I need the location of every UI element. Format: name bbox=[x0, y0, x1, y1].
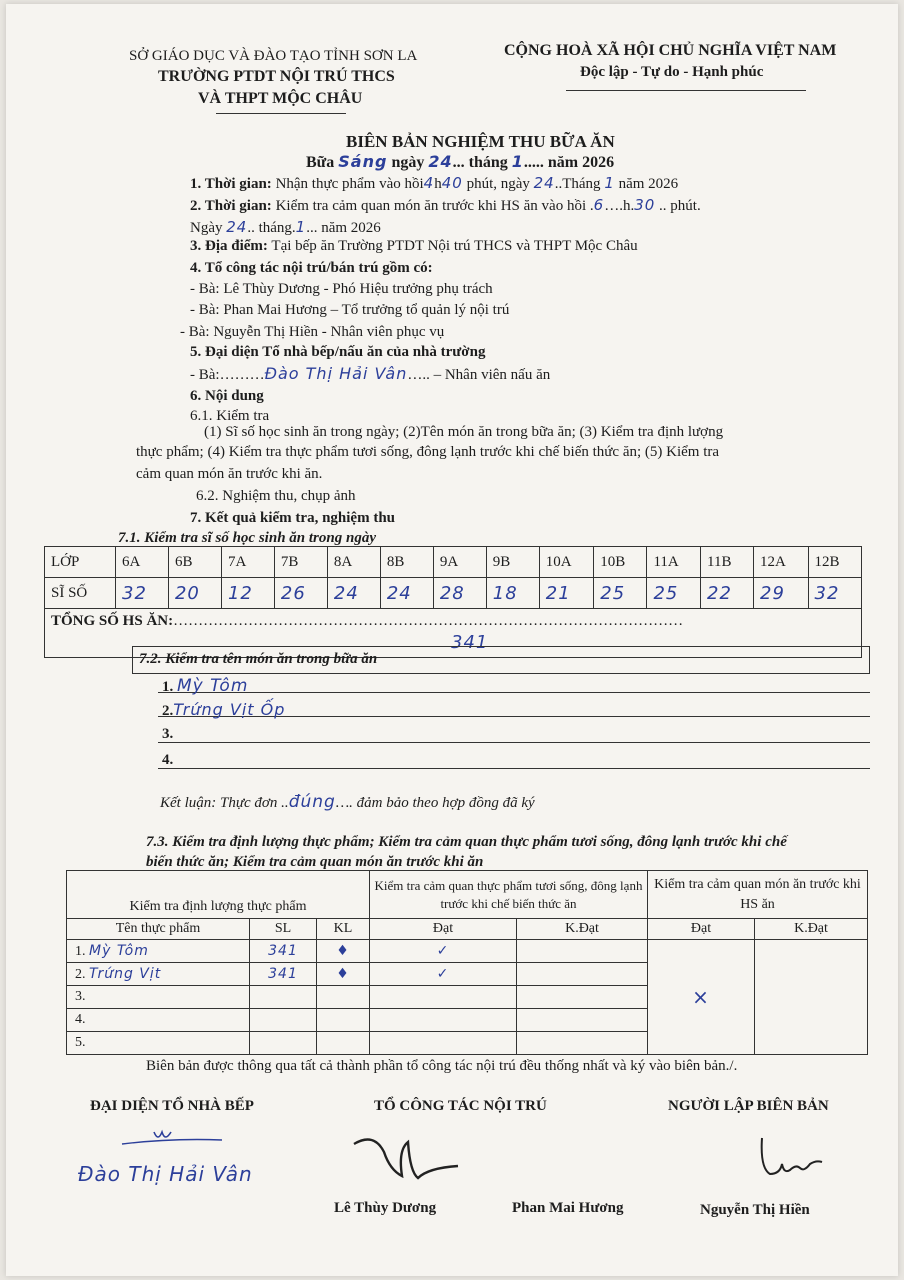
meal-check-mark: × bbox=[648, 940, 755, 1055]
section-6-2: 6.2. Nghiệm thu, chụp ảnh bbox=[196, 488, 356, 504]
food-row: 2. Trứng Vịt 341 ♦ ✓ bbox=[67, 963, 868, 986]
group-header-fresh: Kiểm tra cảm quan thực phẩm tươi sống, đông lạnh trước khi chế biến thức ăn bbox=[370, 871, 648, 919]
menu-conclusion: Kết luận: Thực đơn ..đúng…. đảm bảo theo hợp đồng đã ký bbox=[160, 792, 535, 812]
class-count: 32 bbox=[116, 578, 169, 609]
class-count: 29 bbox=[754, 578, 809, 609]
dish-1: 1. Mỳ Tôm bbox=[162, 676, 249, 696]
section-7-2-box bbox=[132, 646, 870, 674]
section-3: 3. Địa điểm: Tại bếp ăn Trường PTDT Nội trú THCS và THPT Mộc Châu bbox=[190, 238, 638, 254]
section-4-title: 4. Tổ công tác nội trú/bán trú gồm có: bbox=[190, 260, 433, 276]
doc-title: BIÊN BẢN NGHIỆM THU BỮA ĂN bbox=[346, 132, 615, 151]
col-sl: SL bbox=[250, 919, 317, 940]
col-kdat-2: K.Đạt bbox=[755, 919, 868, 940]
class-name: 6B bbox=[168, 547, 221, 578]
col-food: Tên thực phẩm bbox=[67, 919, 250, 940]
col-kl: KL bbox=[317, 919, 370, 940]
class-name: 7A bbox=[221, 547, 274, 578]
sig-title-author: NGƯỜI LẬP BIÊN BẢN bbox=[668, 1098, 829, 1114]
section-7-3-title-1: 7.3. Kiểm tra định lượng thực phẩm; Kiểm tra cảm quan thực phẩm tươi sống, đông lạnh trước khi chế bbox=[146, 834, 787, 850]
class-count: 18 bbox=[486, 578, 539, 609]
class-count: 24 bbox=[327, 578, 380, 609]
kitchen-signer-name: Đào Thị Hải Vân bbox=[78, 1162, 253, 1186]
class-count: 32 bbox=[808, 578, 861, 609]
member-3: - Bà: Nguyễn Thị Hiền - Nhân viên phục vụ bbox=[180, 324, 445, 340]
group-header-quantity: Kiểm tra định lượng thực phẩm bbox=[67, 871, 370, 919]
member-2: - Bà: Phan Mai Hương – Tổ trưởng tổ quản lý nội trú bbox=[190, 302, 510, 318]
class-count: 20 bbox=[168, 578, 221, 609]
lop-header: LỚP bbox=[45, 547, 116, 578]
kitchen-rep-line: - Bà:………Đào Thị Hải Vân….. – Nhân viên nấu ăn bbox=[190, 364, 551, 383]
section-6-1: 6.1. Kiểm tra bbox=[190, 408, 270, 424]
total-label: TỔNG SỐ HS ĂN: bbox=[51, 613, 174, 629]
month-value: 1 bbox=[511, 152, 524, 171]
section-6-para-2: thực phẩm; (4) Kiểm tra thực phẩm tươi sống, đông lạnh trước khi chế biến thức ăn; (5) Kiểm tra bbox=[136, 444, 720, 460]
class-name: 10B bbox=[594, 547, 647, 578]
class-count: 22 bbox=[701, 578, 754, 609]
class-row bbox=[45, 547, 862, 578]
food-row: 3. bbox=[67, 986, 868, 1009]
closing-statement: Biên bản được thông qua tất cả thành phần tổ công tác nội trú đều thống nhất và ký vào biên bản./. bbox=[146, 1058, 738, 1074]
dish-4: 4. bbox=[162, 752, 174, 768]
section-6-title: 6. Nội dung bbox=[190, 388, 264, 404]
author-signature bbox=[756, 1134, 836, 1184]
class-count: 21 bbox=[539, 578, 594, 609]
siso-header: SĨ SỐ bbox=[45, 578, 116, 609]
section-1: 1. Thời gian: Nhận thực phẩm vào hồi4h40 phút, ngày 24..Tháng 1 năm 2026 bbox=[190, 174, 679, 192]
sig-name-1: Lê Thùy Dương bbox=[334, 1200, 437, 1216]
section-2-date: Ngày 24.. tháng.1... năm 2026 bbox=[190, 218, 381, 236]
class-name: 10A bbox=[539, 547, 594, 578]
class-name: 11B bbox=[701, 547, 754, 578]
document-page bbox=[6, 4, 898, 1276]
sig-name-2: Phan Mai Hương bbox=[512, 1200, 624, 1216]
sig-title-committee: TỔ CÔNG TÁC NỘI TRÚ bbox=[374, 1098, 547, 1114]
class-name: 7B bbox=[274, 547, 327, 578]
class-count: 12 bbox=[221, 578, 274, 609]
class-name: 9A bbox=[433, 547, 486, 578]
conclusion-value: đúng bbox=[288, 792, 336, 812]
col-dat: Đạt bbox=[370, 919, 517, 940]
col-kdat: K.Đạt bbox=[517, 919, 648, 940]
sig-title-kitchen: ĐẠI DIỆN TỔ NHÀ BẾP bbox=[90, 1098, 254, 1114]
school-name-line2: VÀ THPT MỘC CHÂU bbox=[198, 90, 363, 107]
dish-3: 3. bbox=[162, 726, 174, 742]
class-name: 9B bbox=[486, 547, 539, 578]
committee-signature bbox=[346, 1130, 496, 1190]
member-1: - Bà: Lê Thùy Dương - Phó Hiệu trưởng phụ trách bbox=[190, 281, 493, 297]
kitchen-signature bbox=[116, 1120, 226, 1150]
food-row: 4. bbox=[67, 1009, 868, 1032]
class-name: 12B bbox=[808, 547, 861, 578]
class-count: 28 bbox=[433, 578, 486, 609]
school-name-line1: TRƯỜNG PTDT NỘI TRÚ THCS bbox=[158, 68, 395, 85]
section-7-title: 7. Kết quả kiểm tra, nghiệm thu bbox=[190, 510, 396, 526]
class-count: 26 bbox=[274, 578, 327, 609]
food-row: 5. bbox=[67, 1032, 868, 1055]
group-header-meal: Kiểm tra cảm quan món ăn trước khi HS ăn bbox=[648, 871, 868, 919]
section-6-para-1: (1) Sĩ số học sinh ăn trong ngày; (2)Tên món ăn trong bữa ăn; (3) Kiểm tra định lượng bbox=[204, 424, 724, 440]
dept-name: SỞ GIÁO DỤC VÀ ĐÀO TẠO TỈNH SƠN LA bbox=[129, 48, 418, 64]
meal-line: Bữa Sáng ngày 24... tháng 1..... năm 2026 bbox=[306, 152, 615, 171]
class-count-table bbox=[44, 546, 862, 658]
class-count: 25 bbox=[647, 578, 701, 609]
total-value: 341 bbox=[451, 632, 489, 653]
class-name: 8A bbox=[327, 547, 380, 578]
food-check-table bbox=[66, 870, 868, 1055]
class-name: 12A bbox=[754, 547, 809, 578]
count-row bbox=[45, 578, 862, 609]
section-7-2-title: 7.2. Kiểm tra tên món ăn trong bữa ăn bbox=[139, 651, 378, 667]
class-name: 6A bbox=[116, 547, 169, 578]
section-2: 2. Thời gian: Kiểm tra cảm quan món ăn trước khi HS ăn vào hồi .6….h.30 .. phút. bbox=[190, 196, 701, 214]
meal-value: Sáng bbox=[338, 152, 388, 171]
dish-2: 2.Trứng Vịt Ốp bbox=[162, 700, 286, 719]
class-count: 24 bbox=[380, 578, 433, 609]
food-row: 1. Mỳ Tôm 341 ♦ ✓ × bbox=[67, 940, 868, 963]
class-name: 8B bbox=[380, 547, 433, 578]
total-row: TỔNG SỐ HS ĂN:………………………………………………………………………………………… 341 bbox=[45, 609, 862, 658]
class-count: 25 bbox=[594, 578, 647, 609]
class-name: 11A bbox=[647, 547, 701, 578]
section-5-title: 5. Đại diện Tổ nhà bếp/nấu ăn của nhà trường bbox=[190, 344, 486, 360]
section-7-3-title-2: biến thức ăn; Kiểm tra cảm quan món ăn trước khi ăn bbox=[146, 854, 484, 870]
col-dat-2: Đạt bbox=[648, 919, 755, 940]
section-6-para-3: cảm quan món ăn trước khi ăn. bbox=[136, 466, 323, 482]
country-name: CỘNG HOÀ XÃ HỘI CHỦ NGHĨA VIỆT NAM bbox=[504, 42, 837, 59]
motto: Độc lập - Tự do - Hạnh phúc bbox=[580, 64, 764, 80]
day-value: 24 bbox=[428, 152, 453, 171]
kitchen-rep-name: Đào Thị Hải Vân bbox=[264, 364, 408, 383]
section-7-1-title: 7.1. Kiểm tra sĩ số học sinh ăn trong ngày bbox=[118, 530, 376, 546]
sig-name-3: Nguyễn Thị Hiền bbox=[700, 1202, 810, 1218]
